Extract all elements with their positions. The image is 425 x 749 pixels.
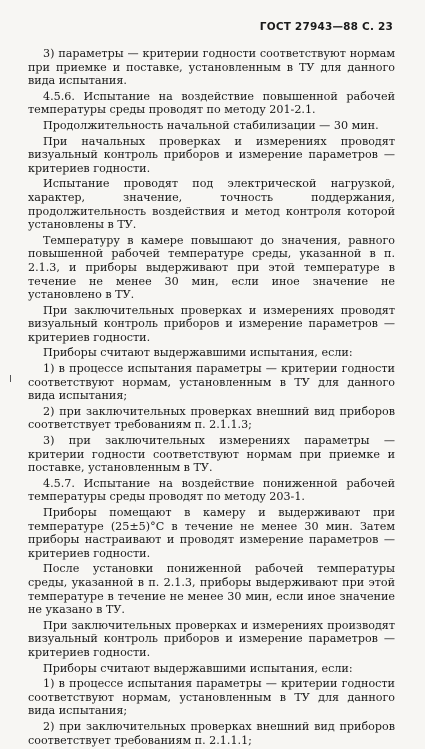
- paragraph: При начальных проверках и измерениях проводят визуальный контроль приборов и измерение параметров — критериев годности.: [28, 134, 395, 175]
- paragraph: Испытание проводят под электрической нагрузкой, характер, значение, точность поддержания, продолжительность воздействия и метод контроля которой установлены в ТУ.: [28, 177, 395, 232]
- list-item: 1) в процессе испытания параметры — критерии годности соответствуют нормам, установленным в ТУ для данного вида испытания;: [28, 677, 395, 718]
- list-item: 2) при заключительных проверках внешний вид приборов соответствует требованиям п. 2.1.1.1;: [28, 719, 395, 747]
- paragraph: При заключительных проверках и измерениях производят визуальный контроль приборов и измерение параметров — критериев годности.: [28, 618, 395, 659]
- paragraph: 4.5.6. Испытание на воздействие повышенной рабочей температуры среды проводят по методу 201-2.1.: [28, 89, 395, 117]
- paragraph: Приборы помещают в камеру и выдерживают при температуре (25±5)°С в течение не менее 30 мин. Затем приборы настраивают и проводят измерение параметров — критериев годности.: [28, 506, 395, 560]
- paragraph: 4.5.7. Испытание на воздействие пониженной рабочей температуры среды проводят по методу 203-1.: [28, 476, 395, 504]
- list-item: 1) в процессе испытания параметры — критерии годности соответствуют нормам, установленным в ТУ для данного вида испытания;: [28, 362, 395, 403]
- paragraph: Приборы считают выдержавшими испытания, если:: [43, 346, 353, 360]
- list-item: 2) при заключительных проверках внешний вид приборов соответствует требованиям п. 2.1.1.3;: [28, 404, 395, 432]
- paragraph: Температуру в камере повышают до значения, равного повышенной рабочей температуре среды, указанной в п. 2.1.3, и приборы выдерживают при этой температуре в течение не менее 30 мин, если иное значение не установлено в ТУ.: [28, 233, 395, 302]
- margin-mark: [10, 375, 11, 382]
- paragraph: 3) параметры — критерии годности соответствуют нормам при приемке и поставке, установленным в ТУ для данного вида испытания.: [28, 47, 395, 88]
- paragraph: Продолжительность начальной стабилизации — 30 мин.: [43, 118, 379, 132]
- paragraph: Приборы считают выдержавшими испытания, если:: [43, 661, 353, 675]
- list-item: 3) при заключительных измерениях параметры — критерии годности соответствуют нормам при приемке и поставке, установленным в ТУ.: [28, 434, 395, 475]
- document-body: [28, 47, 395, 749]
- page-header: ГОСТ 27943—88 С. 23: [259, 21, 393, 33]
- paragraph: При заключительных проверках и измерениях проводят визуальный контроль приборов и измерение параметров — критериев годности.: [28, 303, 395, 344]
- paragraph: После установки пониженной рабочей температуры среды, указанной в п. 2.1.3, приборы выдерживают при этой температуре в течение не менее 30 мин, если иное значение не указано в ТУ.: [28, 562, 395, 617]
